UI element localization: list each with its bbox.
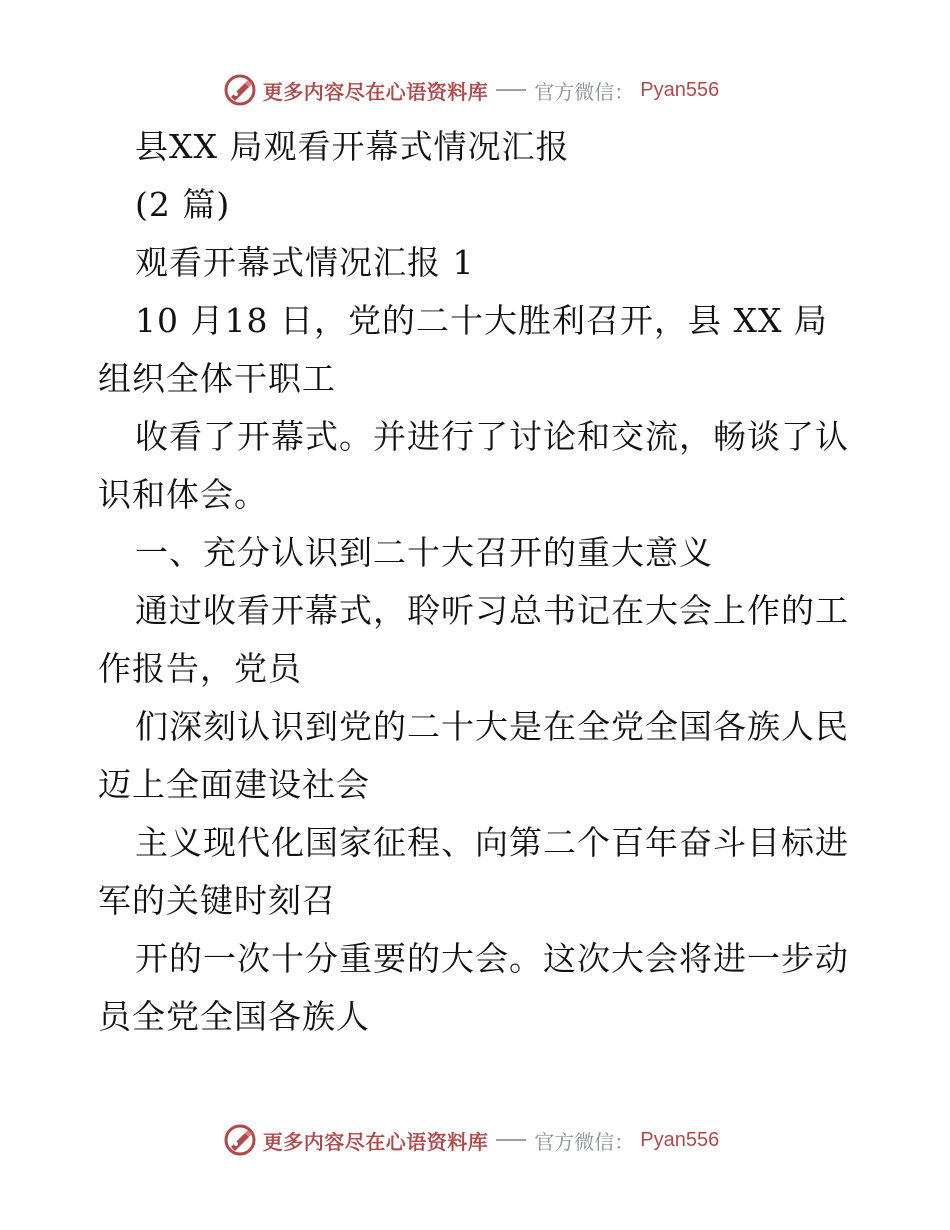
header-banner xyxy=(0,68,950,112)
paragraph-line: 10 月18 日，党的二十大胜利召开，县 XX 局 xyxy=(135,301,828,340)
paragraph-line: 军的关键时刻召 xyxy=(98,881,336,920)
paragraph-line: 识和体会。 xyxy=(98,475,268,514)
banner-official-label: 官方微信： xyxy=(534,1129,635,1154)
footer-banner xyxy=(0,1118,950,1162)
banner-main-text: 更多内容尽在心语资料库 xyxy=(262,1129,489,1154)
pen-logo-icon xyxy=(223,1123,257,1157)
paragraph-line: 作报告，党员 xyxy=(98,649,302,688)
pen-logo-icon xyxy=(223,73,257,107)
paragraph-line: 组织全体干职工 xyxy=(98,359,336,398)
banner-wechat-id: Pyan556 xyxy=(640,78,720,101)
section-heading: 观看开幕式情况汇报 1 xyxy=(135,243,475,282)
paragraph-line: 迈上全面建设社会 xyxy=(98,765,370,804)
doc-subtitle: (2 篇) xyxy=(135,185,231,224)
header-banner-inner xyxy=(223,73,719,107)
banner-divider xyxy=(496,89,526,91)
paragraph-line: 收看了开幕式。并进行了讨论和交流，畅谈了认 xyxy=(135,417,849,456)
paragraph-line: 们深刻认识到党的二十大是在全党全国各族人民 xyxy=(135,707,849,746)
banner-official-label: 官方微信： xyxy=(534,79,635,104)
banner-divider xyxy=(496,1139,526,1141)
paragraph-line: 主义现代化国家征程、向第二个百年奋斗目标进 xyxy=(135,823,849,862)
document-body xyxy=(98,118,858,1046)
doc-title: 县XX 局观看开幕式情况汇报 xyxy=(135,127,570,166)
subsection-heading: 一、充分认识到二十大召开的重大意义 xyxy=(135,533,713,572)
paragraph-line: 员全党全国各族人 xyxy=(98,997,370,1036)
footer-banner-inner xyxy=(223,1123,719,1157)
banner-main-text: 更多内容尽在心语资料库 xyxy=(262,79,489,104)
banner-wechat-id: Pyan556 xyxy=(640,1128,720,1151)
paragraph-line: 开的一次十分重要的大会。这次大会将进一步动 xyxy=(135,939,849,978)
paragraph-line: 通过收看开幕式，聆听习总书记在大会上作的工 xyxy=(135,591,849,630)
